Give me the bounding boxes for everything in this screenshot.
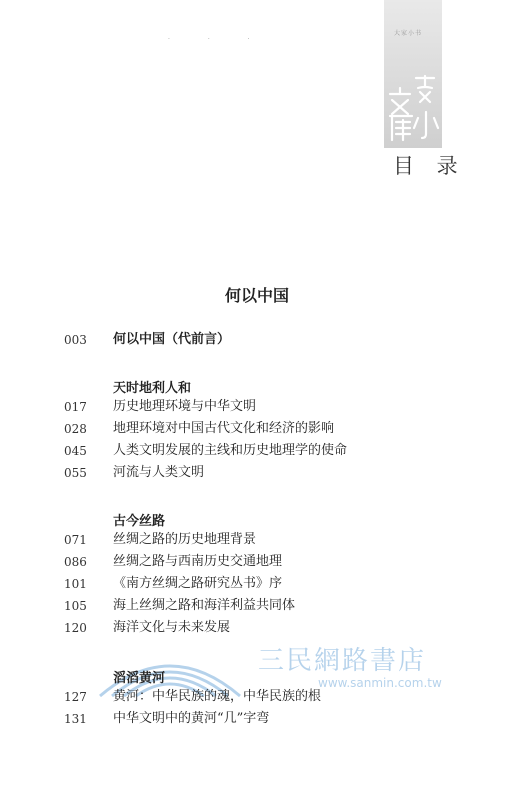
toc-entry — [0, 574, 514, 594]
section-title: 滔滔黄河 — [113, 671, 166, 686]
toc-page-number: 017 — [64, 400, 87, 414]
toc-page-number: 101 — [64, 577, 87, 591]
toc-entry — [0, 463, 514, 483]
toc-entry-title: 丝绸之路的历史地理背景 — [113, 532, 257, 547]
toc-entry — [0, 596, 514, 616]
section-title: 古今丝路 — [113, 514, 166, 529]
toc-page-number: 086 — [64, 555, 87, 569]
book-title: 何以中国 — [224, 286, 289, 305]
watermark-url: www.sanmin.com.tw — [318, 676, 442, 690]
toc-entry-title: 海洋文化与未来发展 — [113, 620, 231, 635]
toc-entry — [0, 687, 514, 707]
watermark-store-name: 三民網路書店 — [258, 646, 427, 676]
toc-entry-title: 人类文明发展的主线和历史地理学的使命 — [113, 443, 348, 458]
toc-entry-title: 历史地理环境与中华文明 — [113, 399, 257, 414]
toc-entry — [0, 709, 514, 729]
series-seal-logo — [386, 72, 440, 144]
toc-page-number: 120 — [64, 621, 87, 635]
toc-entry — [0, 530, 514, 550]
toc-entry-title: 中华文明中的黄河“几”字弯 — [113, 711, 270, 726]
toc-page-number: 028 — [64, 422, 87, 436]
series-small-text: 大家小书 — [394, 30, 423, 37]
toc-entry — [0, 618, 514, 638]
section-title: 天时地利人和 — [113, 381, 192, 396]
toc-page-number: 071 — [64, 533, 87, 547]
toc-title: 目 录 — [393, 154, 466, 178]
toc-entry — [0, 419, 514, 439]
series-badge — [384, 0, 442, 148]
toc-entry-preface — [0, 330, 514, 350]
toc-entry-title: 地理环境对中国古代文化和经济的影响 — [113, 421, 335, 436]
toc-page-number: 131 — [64, 712, 87, 726]
toc-page-number: 105 — [64, 599, 87, 613]
toc-entry-title: 黄河：中华民族的魂，中华民族的根 — [113, 689, 322, 704]
toc-entry — [0, 552, 514, 572]
toc-page-number: 003 — [64, 333, 87, 347]
toc-entry — [0, 441, 514, 461]
toc-entry-title: 河流与人类文明 — [113, 465, 205, 480]
decorative-dots: · · · — [168, 36, 268, 43]
toc-entry-title: 何以中国（代前言） — [113, 332, 231, 347]
toc-page-number: 045 — [64, 444, 87, 458]
toc-page-number: 055 — [64, 466, 87, 480]
toc-entry-title: 海上丝绸之路和海洋利益共同体 — [113, 598, 296, 613]
toc-entry-title: 丝绸之路与西南历史交通地理 — [113, 554, 283, 569]
toc-entry-title: 《南方丝绸之路研究丛书》序 — [113, 576, 283, 591]
toc-entry — [0, 397, 514, 417]
toc-page-number: 127 — [64, 690, 87, 704]
